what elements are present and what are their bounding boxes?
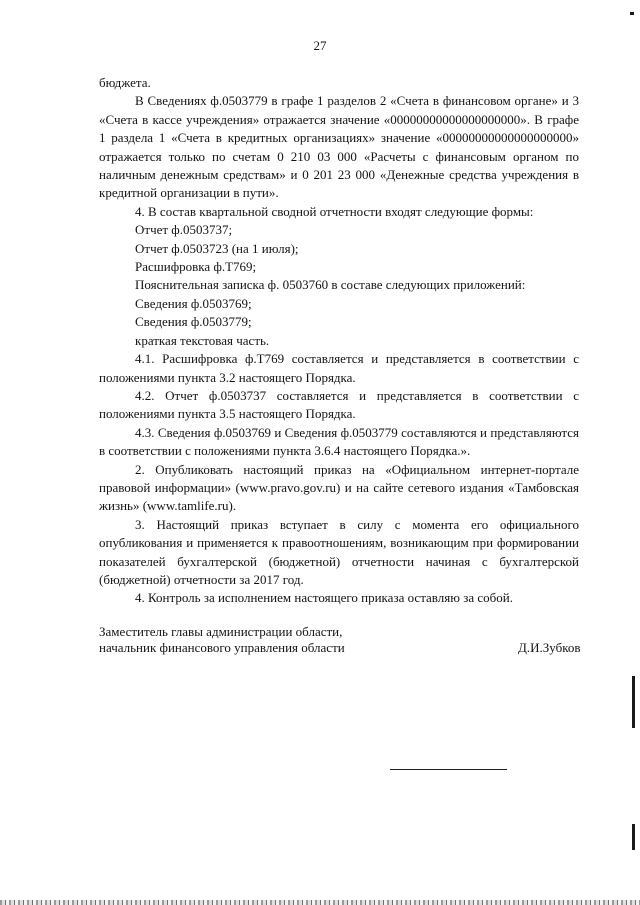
paragraph: краткая текстовая часть. <box>135 332 270 348</box>
signature-position-line-2: начальник финансового управления области <box>99 640 345 655</box>
paragraph: Расшифровка ф.Т769; <box>135 259 257 275</box>
paragraph: 4.1. Расшифровка ф.Т769 составляется и представляется в соответствии с положениями пункта 3.2 настоящего Порядка. <box>99 351 579 385</box>
signature-name: Д.И.Зубков <box>518 640 581 655</box>
paragraph: Отчет ф.0503723 (на 1 июля); <box>135 240 299 256</box>
paragraph: 4.2. Отчет ф.0503737 составляется и представляется в соответствии с положениями пункта 3.5 настоящего Порядка. <box>99 387 579 422</box>
paragraph: 2. Опубликовать настоящий приказ на «Официальном интернет-портале правовой информации» (www.pravo.gov.ru) и на сайте сетевого издания «Тамбовская жизнь» (www.tamlife.ru). <box>99 461 579 514</box>
signature-position <box>99 624 429 656</box>
paragraph: 4.3. Сведения ф.0503769 и Сведения ф.0503779 составляются и представляются в соответствии с положениями пункта 3.6.4 настоящего Порядка.». <box>99 424 579 459</box>
scan-edge-mark <box>632 824 635 850</box>
paragraph: Отчет ф.0503737; <box>135 222 233 238</box>
paragraph: В Сведениях ф.0503779 в графе 1 разделов 2 «Счета в финансовом органе» и 3 «Счета в кассе учреждения» отражается значение «00000000000000000000». В графе 1 раздела 1 «Счета в кредитных организациях» значение «00000000000000000000» отражается только по счетам 0 210 03 000 «Расчеты с финансовым органом по наличным денежным средствам» и 0 201 23 000 «Денежные средства учреждения в кредитной организации в пути». <box>99 93 579 201</box>
paragraph: 4. В состав квартальной сводной отчетности входят следующие формы: <box>135 203 534 219</box>
paragraph: Сведения ф.0503769; <box>135 295 252 311</box>
paragraph: Пояснительная записка ф. 0503760 в составе следующих приложений: <box>135 277 526 293</box>
document-body <box>99 74 579 608</box>
paragraph: 3. Настоящий приказ вступает в силу с момента его официального опубликования и применяется к правоотношениям, возникающим при формировании показателей бухгалтерской (бюджетной) отчетности начиная с бухгалтерской (бюджетной) отчетности за 2017 год. <box>99 516 579 587</box>
paragraph: 4. Контроль за исполнением настоящего приказа оставляю за собой. <box>135 590 513 606</box>
signature-underline <box>390 769 507 770</box>
scan-edge-mark <box>630 12 634 15</box>
page-number: 27 <box>313 38 327 53</box>
paragraph: Сведения ф.0503779; <box>135 314 252 330</box>
scan-edge-mark <box>632 676 635 728</box>
scan-bottom-edge <box>0 900 640 905</box>
signature-position-line-1: Заместитель главы администрации области, <box>99 624 343 639</box>
paragraph: бюджета. <box>99 75 151 90</box>
